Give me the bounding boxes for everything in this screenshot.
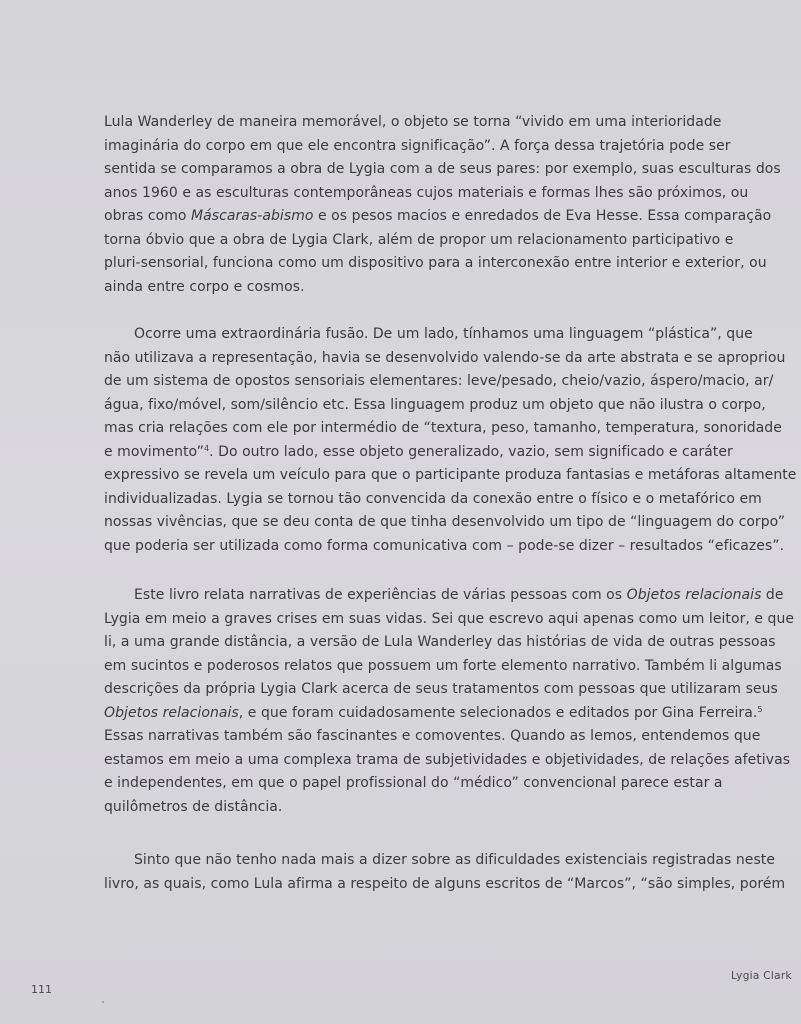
footnote-ref: 4 [203, 443, 210, 453]
text-line: torna óbvio que a obra de Lygia Clark, além de propor um relacionamento participativo e [104, 231, 734, 248]
text-line: de um sistema de opostos sensoriais elementares: leve/pesado, cheio/vazio, áspero/macio, ar/ [104, 373, 774, 389]
text-line: Este livro relata narrativas de experiências de várias pessoas com os Objetos relacionais de [134, 587, 784, 603]
italic-title: Objetos relacionais [626, 587, 762, 603]
page-number: 111 [31, 983, 52, 996]
text-line: não utilizava a representação, havia se desenvolvido valendo-se da arte abstrata e se apropriou [104, 349, 786, 366]
text-line: Ocorre uma extraordinária fusão. De um lado, tínhamos uma linguagem “plástica”, que [134, 326, 753, 342]
italic-title: Máscaras-abismo [191, 208, 314, 224]
text-line: Essas narrativas também são fascinantes e comoventes. Quando as lemos, entendemos que [104, 728, 761, 744]
running-head: Lygia Clark [731, 970, 792, 982]
text-line: Objetos relacionais, e que foram cuidadosamente selecionados e editados por Gina Ferreira.$^5$ [104, 704, 763, 721]
text-line: Lygia em meio a graves crises em suas vidas. Sei que escrevo aqui apenas como um leitor, e que [104, 610, 795, 627]
text-line: pluri-sensorial, funciona como um dispositivo para a interconexão entre interior e exterior, ou [104, 255, 767, 271]
paragraph-3 [104, 584, 795, 819]
text-line: Lula Wanderley de maneira memorável, o objeto se torna “vivido em uma interioridade [104, 114, 722, 130]
paragraph-body [104, 323, 797, 558]
text-line: Sinto que não tenho nada mais a dizer sobre as dificuldades existenciais registradas neste [134, 852, 776, 868]
text-line: quilômetros de distância. [104, 798, 283, 815]
paragraph-2 [104, 323, 797, 558]
text-line: e movimento”$^4$. Do outro lado, esse objeto generalizado, vazio, sem significado e caráter [104, 443, 733, 460]
page-speck [102, 1001, 104, 1003]
text-line: expressivo se revela um veículo para que o participante produza fantasias e metáforas altamente [104, 467, 797, 483]
italic-title: Objetos relacionais [104, 704, 239, 721]
text-line: mas cria relações com ele por intermédio de “textura, peso, tamanho, temperatura, sonoridade [104, 420, 782, 436]
text-line: anos 1960 e as esculturas contemporâneas cujos materiais e formas lhes são próximos, ou [104, 184, 749, 201]
text-line: em sucintos e poderosos relatos que possuem um forte elemento narrativo. Também li algumas [104, 657, 782, 674]
text-line: sentida se comparamos a obra de Lygia com a de seus pares: por exemplo, suas esculturas dos [104, 161, 781, 177]
paragraph-1 [104, 111, 781, 299]
text-line: ainda entre corpo e cosmos. [104, 278, 305, 295]
paragraph-body [104, 111, 781, 299]
text-line: imaginária do corpo em que ele encontra significação”. A força dessa trajetória pode ser [104, 137, 731, 154]
text-line: estamos em meio a uma complexa trama de subjetividades e objetividades, de relações afetivas [104, 751, 791, 768]
paragraph-4 [104, 849, 786, 896]
text-line: nossas vivências, que se deu conta de que tinha desenvolvido um tipo de “linguagem do corpo” [104, 514, 786, 530]
paragraph-body [104, 584, 795, 819]
paragraph-body [104, 849, 786, 896]
footnote-ref: 5 [757, 704, 763, 714]
text-line: obras como Máscaras-abismo e os pesos macios e enredados de Eva Hesse. Essa comparação [104, 208, 772, 224]
text-line: água, fixo/móvel, som/silêncio etc. Essa linguagem produz um objeto que não ilustra o corpo, [104, 396, 766, 413]
text-line: livro, as quais, como Lula afirma a respeito de alguns escritos de “Marcos”, “são simples, porém [104, 875, 786, 892]
text-line: li, a uma grande distância, a versão de Lula Wanderley das histórias de vida de outras pessoas [104, 634, 776, 650]
text-line: e independentes, em que o papel profissional do “médico” convencional parece estar a [104, 775, 723, 791]
text-line: individualizadas. Lygia se tornou tão convencida da conexão entre o físico e o metafórico em [104, 490, 762, 507]
text-line: descrições da própria Lygia Clark acerca de seus tratamentos com pessoas que utilizaram seus [104, 681, 778, 697]
text-line: que poderia ser utilizada como forma comunicativa com – pode-se dizer – resultados “eficazes”. [104, 537, 785, 554]
